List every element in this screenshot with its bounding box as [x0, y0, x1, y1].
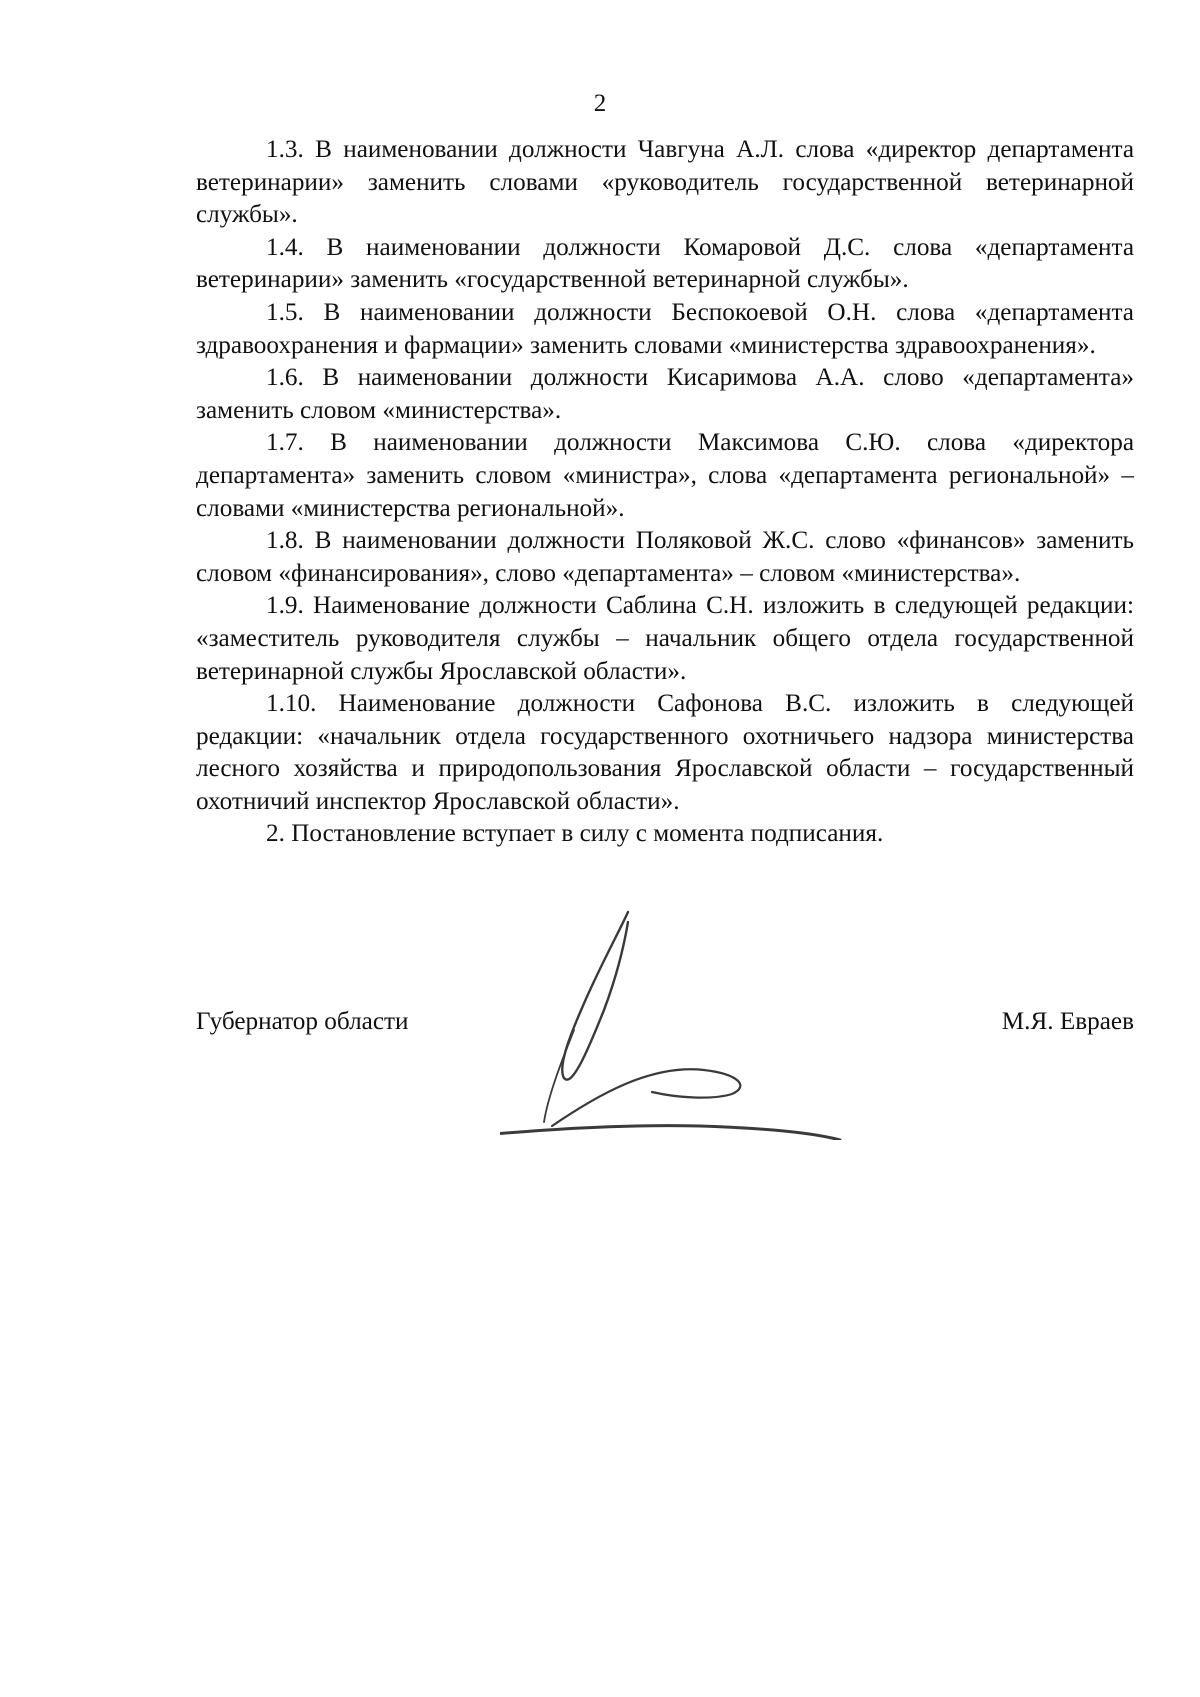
paragraph-1-5: 1.5. В наименовании должности Беспокоевой О.Н. слова «департамента здравоохранения и фармации» заменить словами «министерства здравоохранения». — [196, 298, 1134, 359]
paragraph-1-3: 1.3. В наименовании должности Чавгуна А.Л. слова «директор департамента ветеринарии» заменить словами «руководитель государственной ветеринарной службы». — [196, 136, 1134, 229]
signer-name: М.Я. Евраев — [1001, 1008, 1134, 1035]
paragraph-1-8: 1.8. В наименовании должности Поляковой Ж.С. слово «финансов» заменить словом «финансирования», слово «департамента» – словом «министерства». — [196, 527, 1134, 587]
signature-loop-stroke — [562, 912, 628, 1080]
signature-descender-stroke — [544, 1030, 574, 1122]
signature-sweep-stroke — [552, 1069, 740, 1126]
paragraph-1-6: 1.6. В наименовании должности Кисаримова А.А. слово «департамента» заменить словом «министерства». — [196, 364, 1134, 424]
signature-underline-stroke — [500, 1126, 840, 1140]
handwritten-signature — [500, 900, 920, 1140]
signer-title: Губернатор области — [196, 1008, 409, 1035]
paragraph-1-7: 1.7. В наименовании должности Максимова С.Ю. слова «директора департамента» заменить словом «министра», слова «департамента региональной» – словами «министерства региональной». — [196, 429, 1134, 522]
paragraph-1-10: 1.10. Наименование должности Сафонова В.С. изложить в следующей редакции: «начальник отдела государственного охотничьего надзора министерства лесного хозяйства и природопользования Ярославской области – государственный охотничий инспектор Ярославской области». — [196, 690, 1134, 815]
paragraph-2: 2. Постановление вступает в силу с момента подписания. — [266, 820, 884, 848]
document-body — [196, 134, 1134, 851]
page-number: 2 — [593, 90, 607, 117]
paragraph-1-4: 1.4. В наименовании должности Комаровой Д.С. слова «департамента ветеринарии» заменить «государственной ветеринарной службы». — [196, 233, 1134, 294]
paragraph-1-9: 1.9. Наименование должности Саблина С.Н. изложить в следующей редакции: «заместитель руководителя службы – начальник общего отдела государственной ветеринарной службы Ярославской области». — [196, 592, 1134, 685]
